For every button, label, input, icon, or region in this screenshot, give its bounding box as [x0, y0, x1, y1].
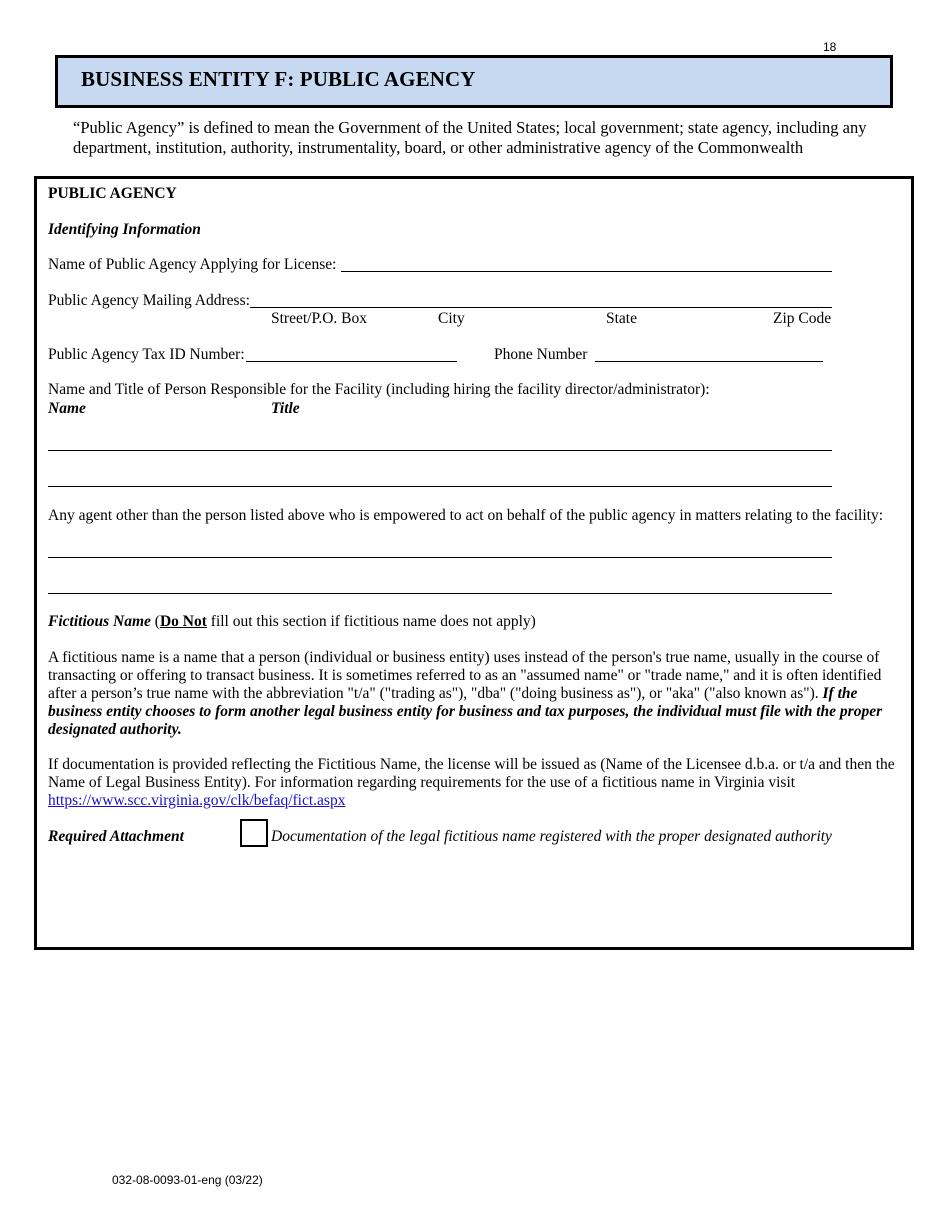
fictitious-instruction: fill out this section if fictitious name does not apply)	[206, 613, 536, 630]
address-city-caption: City	[438, 310, 465, 327]
fictitious-paragraph-1	[48, 649, 898, 739]
agency-name-field[interactable]	[341, 271, 832, 272]
page-number: 18	[823, 40, 837, 54]
section-banner	[55, 55, 893, 108]
address-zip-caption: Zip Code	[773, 310, 832, 327]
address-state-caption: State	[606, 310, 637, 327]
scc-link[interactable]: https://www.scc.virginia.gov/clk/befaq/fict.aspx	[48, 792, 346, 809]
form-frame	[34, 176, 914, 950]
fictitious-heading-text: Fictitious Name	[48, 613, 151, 630]
form-code-footer: 032-08-0093-01-eng (03/22)	[112, 1173, 263, 1187]
responsible-line-1[interactable]	[48, 450, 832, 451]
banner-title: BUSINESS ENTITY F: PUBLIC AGENCY	[81, 67, 476, 91]
title-column-label: Title	[271, 400, 300, 417]
do-not-text: Do Not	[159, 613, 207, 630]
address-field[interactable]	[250, 307, 832, 308]
fictitious-requirement: If the business entity chooses to form another legal business entity for business and tax purposes, the individual must file with the proper designated authority.	[48, 685, 883, 738]
phone-label: Phone Number	[494, 346, 588, 363]
phone-field[interactable]	[595, 361, 823, 362]
tax-id-label: Public Agency Tax ID Number:	[48, 346, 245, 363]
agent-line-1[interactable]	[48, 557, 832, 558]
intro-paragraph: “Public Agency” is defined to mean the Government of the United States; local government; state agency, including any department, institution, authority, instrumentality, board, or other administrative agency of the Commonwealth	[73, 118, 867, 157]
address-street-caption: Street/P.O. Box	[271, 310, 368, 327]
responsible-person-label: Name and Title of Person Responsible for the Facility (including hiring the facility director/administrator):	[48, 381, 710, 398]
section-title: PUBLIC AGENCY	[48, 185, 177, 202]
agency-name-label: Name of Public Agency Applying for License:	[48, 256, 337, 273]
agent-label: Any agent other than the person listed above who is empowered to act on behalf of the public agency in matters relating to the facility:	[48, 507, 884, 524]
fictitious-definition: A fictitious name is a name that a person (individual or business entity) uses instead of the person's true name, usually in the course of transacting or offering to transact business. It is sometimes referred to as an "assumed name" or "trade name," and it is often identified after a person’s true name with the abbreviation "t/a" ("trading as"), "dba" ("doing business as"), or "aka" ("also known as").	[48, 649, 882, 702]
fictitious-name-heading	[48, 613, 536, 631]
tax-id-field[interactable]	[246, 361, 457, 362]
fictitious-paragraph-2	[48, 756, 898, 810]
responsible-line-2[interactable]	[48, 486, 832, 487]
agent-line-2[interactable]	[48, 593, 832, 594]
name-column-label: Name	[48, 400, 86, 417]
attachment-description: Documentation of the legal fictitious name registered with the proper designated authority	[271, 828, 832, 845]
fictitious-documentation-text: If documentation is provided reflecting the Fictitious Name, the license will be issued as (Name of the Licensee d.b.a. or t/a and then the Name of Legal Business Entity). For information regarding requirements for the use of a fictitious name in Virginia visit	[48, 756, 895, 791]
fictitious-open-paren: (	[150, 613, 160, 630]
subsection-title: Identifying Information	[48, 221, 201, 238]
address-label: Public Agency Mailing Address:	[48, 292, 250, 309]
required-attachment-label: Required Attachment	[48, 828, 184, 845]
attachment-checkbox[interactable]	[240, 819, 268, 847]
